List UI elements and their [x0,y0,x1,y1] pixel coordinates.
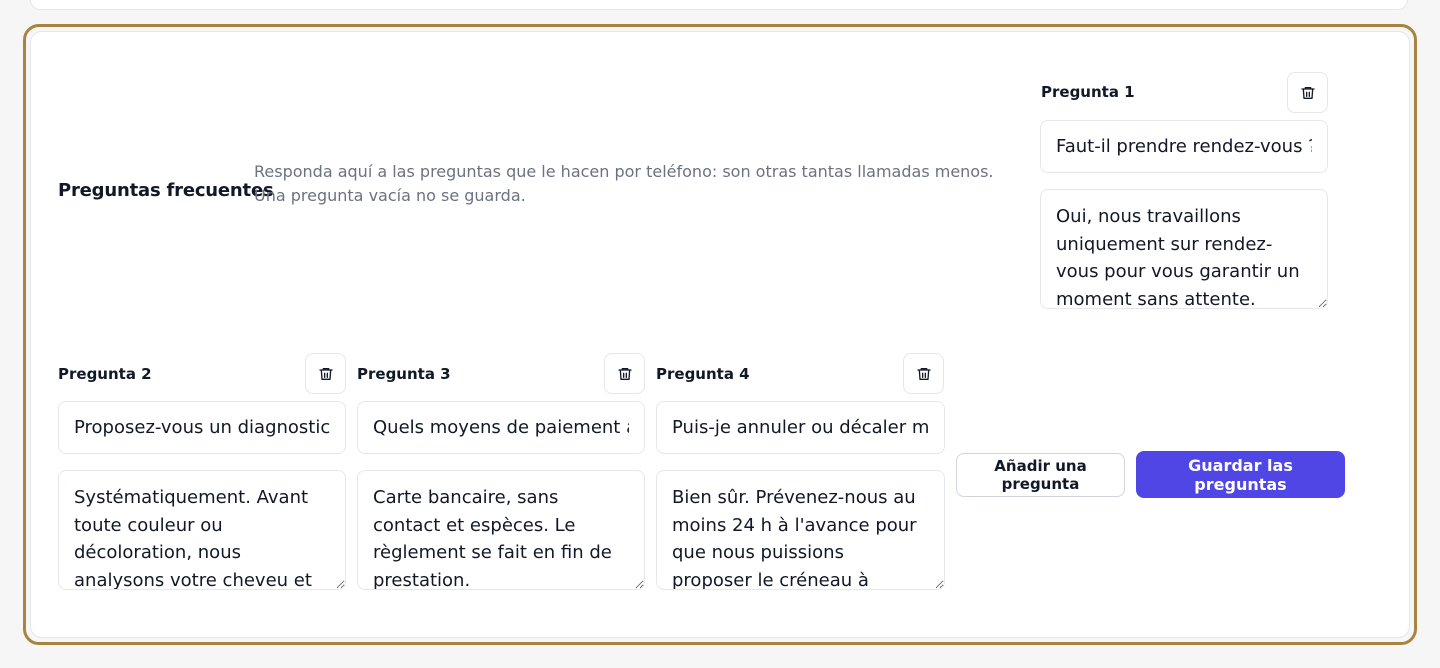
answer-1-textarea[interactable] [1040,189,1328,309]
question-3-label: Pregunta 3 [357,365,451,383]
answer-2-textarea[interactable] [58,470,346,590]
previous-card [30,0,1408,10]
delete-question-2-button[interactable] [305,353,346,394]
question-4-label: Pregunta 4 [656,365,750,383]
answer-3-textarea[interactable] [357,470,645,590]
save-questions-button[interactable]: Guardar las preguntas [1136,451,1345,498]
section-description: Responda aquí a las preguntas que le hacen por teléfono: son otras tantas llamadas menos. Una pregunta vacía no se guarda. [254,162,994,205]
delete-question-1-button[interactable] [1287,72,1328,113]
delete-question-3-button[interactable] [604,353,645,394]
question-1-input[interactable] [1040,120,1328,173]
answer-4-textarea[interactable] [656,470,945,590]
question-4-input[interactable] [656,401,945,454]
trash-icon [617,366,633,382]
delete-question-4-button[interactable] [903,353,944,394]
question-2-input[interactable] [58,401,346,454]
question-3-input[interactable] [357,401,645,454]
question-1-label: Pregunta 1 [1041,83,1135,101]
add-question-button[interactable]: Añadir una pregunta [956,453,1125,497]
question-2-label: Pregunta 2 [58,365,152,383]
trash-icon [916,366,932,382]
trash-icon [318,366,334,382]
trash-icon [1300,85,1316,101]
section-title: Preguntas frecuentes [58,180,274,201]
